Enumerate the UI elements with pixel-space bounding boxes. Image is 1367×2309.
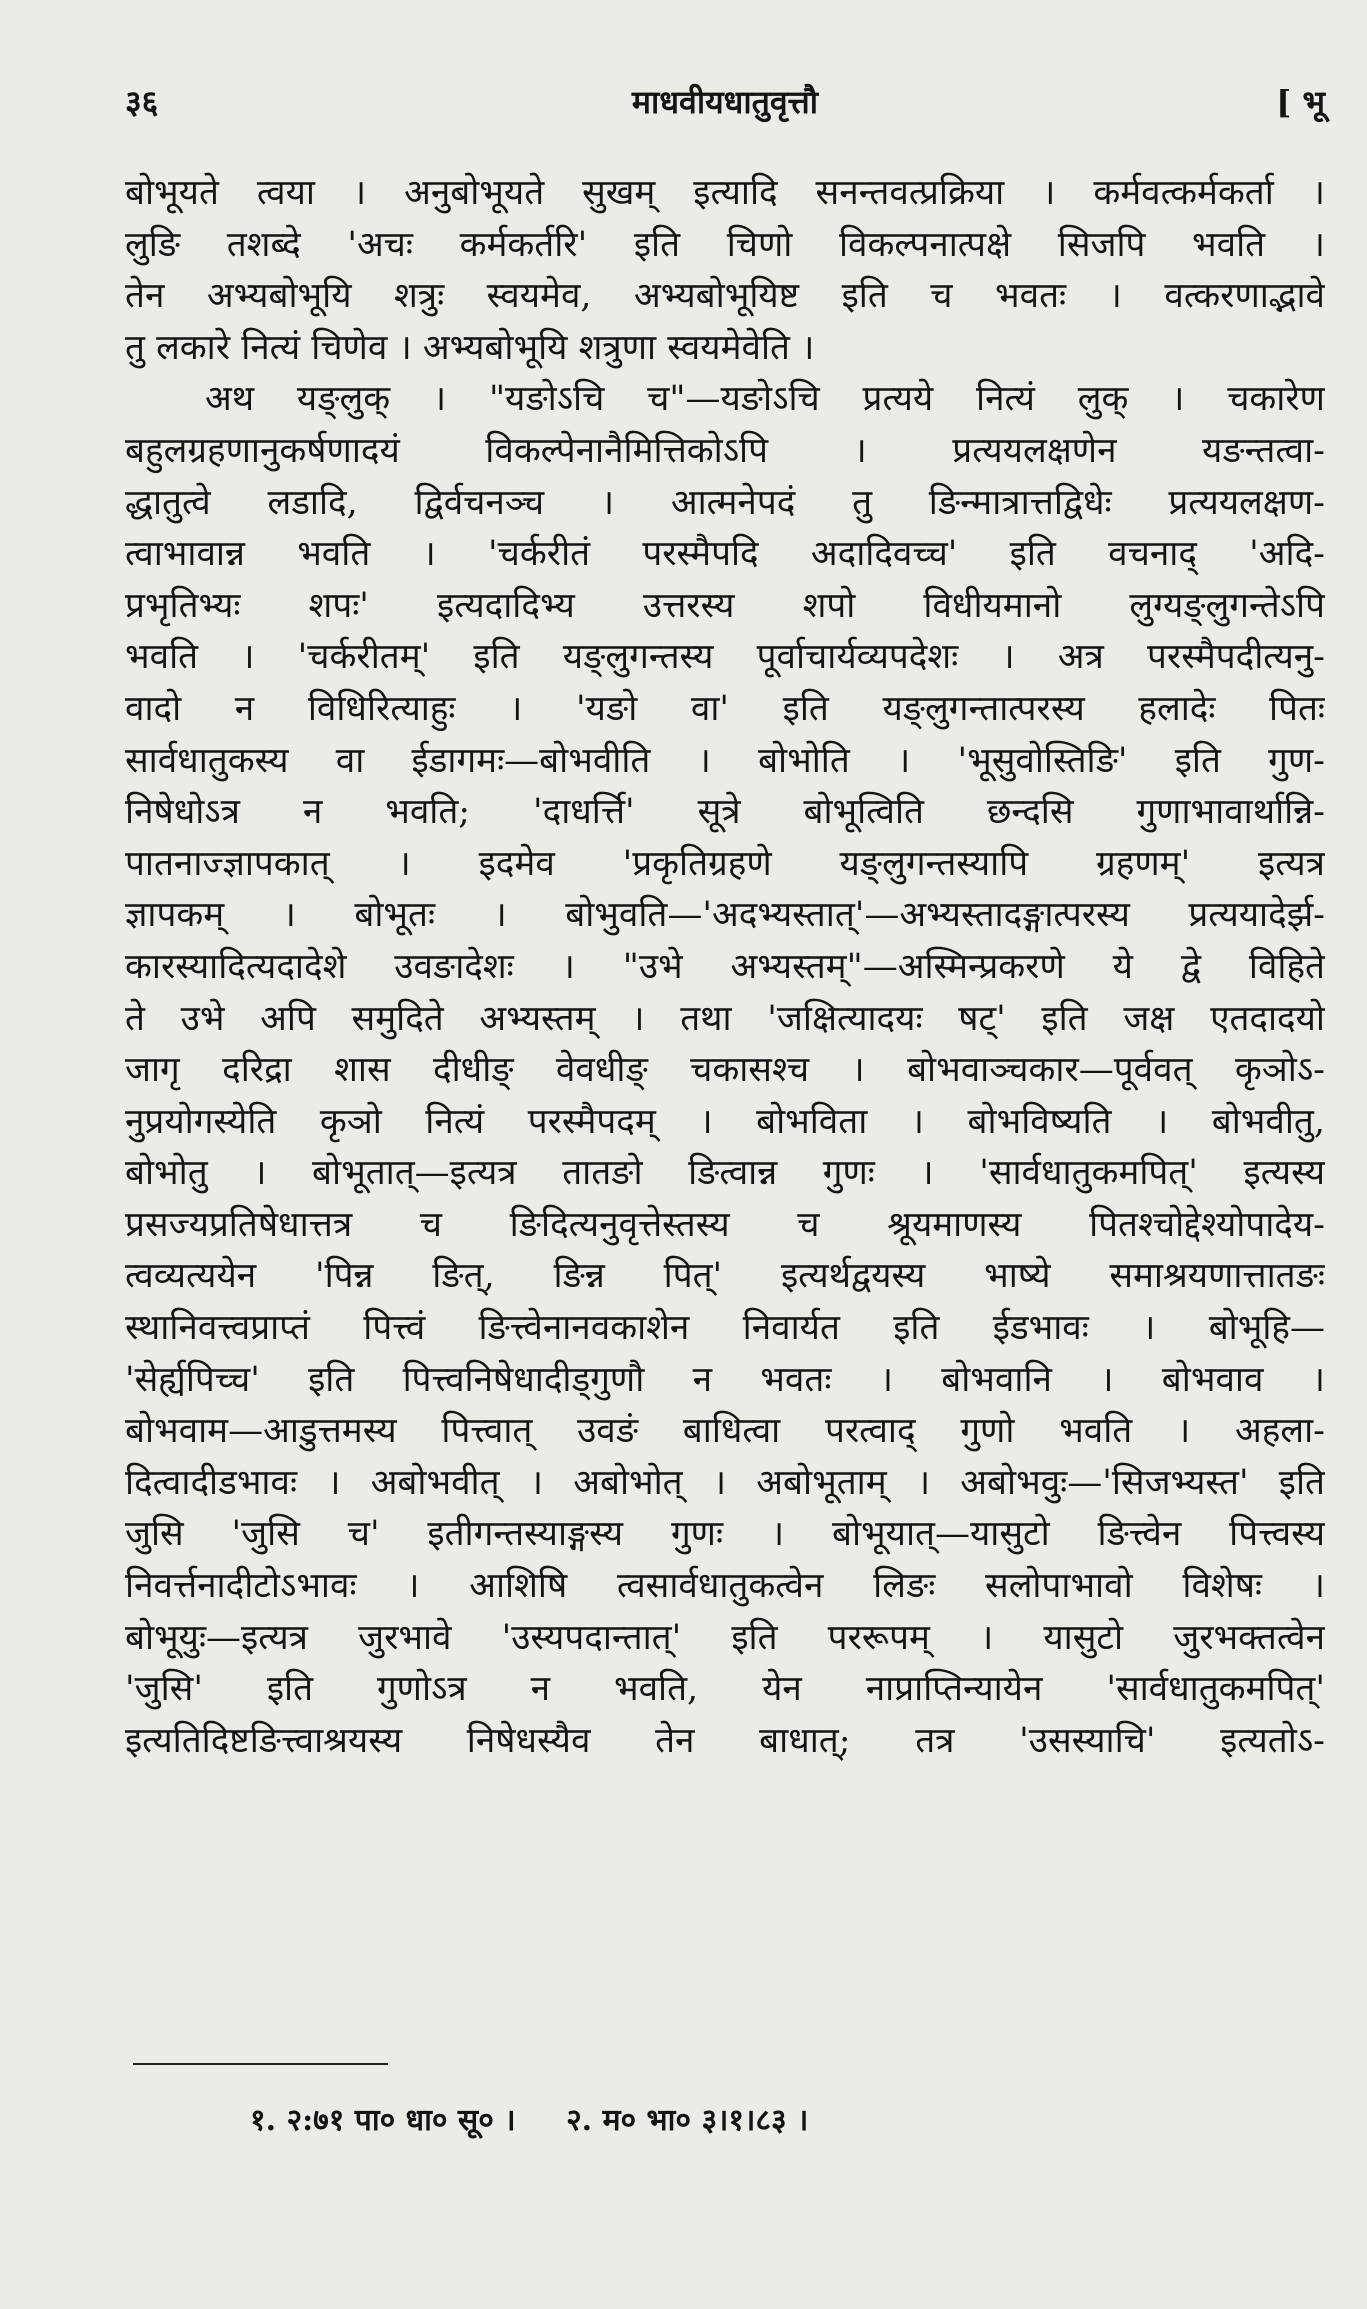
text-line: स्थानिवत्त्वप्राप्तं पित्त्वं ङित्त्वेनानवकाशेन निवार्यत इति ईडभावः । बोभूहि— (125, 1308, 1325, 1349)
footnote-1: १. २:७१ पा० धा० सू० । (250, 2103, 516, 2138)
text-line: ज्ञापकम् । बोभूतः । बोभुवति—'अदभ्यस्तात्'—अभ्यस्तादङ्गात्परस्य प्रत्ययादेर्झ- (125, 895, 1325, 936)
text-line: जागृ दरिद्रा शास दीधीङ् वेवधीङ् चकासश्च । बोभवाञ्चकार—पूर्ववत् कृञोऽ- (125, 1050, 1325, 1091)
text-line: 'सेर्ह्यपिच्च' इति पित्त्वनिषेधादीड्गुणौ न भवतः । बोभवानि । बोभवाव । (125, 1359, 1325, 1400)
running-title: माधवीयधातुवृत्तौ (631, 83, 819, 121)
page-number: ३६ (125, 83, 159, 121)
text-line: सार्वधातुकस्य वा ईडागमः—बोभवीति । बोभोति । 'भूसुवोस्तिङि' इति गुण- (125, 740, 1325, 781)
text-line: त्वाभावान्न भवति । 'चर्करीतं परस्मैपदि अदादिवच्च' इति वचनाद् 'अदि- (125, 534, 1325, 575)
text-line: दित्वादीडभावः । अबोभवीत् । अबोभोत् । अबोभूताम् । अबोभवुः—'सिजभ्यस्त' इति (125, 1462, 1325, 1503)
body-text (125, 168, 1325, 2038)
text-line: प्रसज्यप्रतिषेधात्तत्र च ङिदित्यनुवृत्तेस्तस्य च श्रूयमाणस्य पितश्चोद्देश्योपादेय- (125, 1204, 1325, 1245)
text-line: बहुलग्रहणानुकर्षणादयं विकल्पेनानैमित्तिकोऽपि । प्रत्ययलक्षणेन यङन्तत्वा- (125, 430, 1325, 471)
text-line: तु लकारे नित्यं चिणेव । अभ्यबोभूयि शत्रुणा स्वयमेवेति । (125, 327, 815, 368)
text-line: प्रभृतिभ्यः शपः' इत्यदादिभ्य उत्तरस्य शपो विधीयमानो लुग्यङ्लुगन्तेऽपि (125, 585, 1325, 626)
text-line: बोभूयते त्वया । अनुबोभूयते सुखम् इत्यादि सनन्तवत्प्रक्रिया । कर्मवत्कर्मकर्ता । (125, 173, 1325, 213)
text-line: लुङि तशब्दे 'अचः कर्मकर्तरि' इति चिणो विकल्पनात्पक्षे सिजपि भवति । (125, 224, 1325, 265)
text-line: नुप्रयोगस्येति कृञो नित्यं परस्मैपदम् । बोभविता । बोभविष्यति । बोभवीतु, (125, 1101, 1325, 1142)
text-line: वादो न विधिरित्याहुः । 'यङो वा' इति यङ्लुगन्तात्परस्य हलादेः पितः (125, 688, 1325, 729)
text-line: द्धातुत्वे लडादि, द्विर्वचनञ्च । आत्मनेपदं तु ङिन्मात्रात्तद्विधेः प्रत्ययलक्षण- (125, 482, 1325, 523)
text-line: बोभवाम—आडुत्तमस्य पित्त्वात् उवङं बाधित्वा परत्वाद् गुणो भवति । अहला- (125, 1411, 1325, 1452)
text-line: निवर्त्तनादीटोऽभावः । आशिषि त्वसार्वधातुकत्वेन लिङः सलोपाभावो विशेषः । (125, 1566, 1325, 1607)
section-mark: [ भू (1276, 83, 1325, 121)
text-line: बोभूयुः—इत्यत्र जुरभावे 'उस्यपदान्तात्' इति पररूपम् । यासुटो जुरभक्तत्वेन (125, 1617, 1325, 1658)
text-line: भवति । 'चर्करीतम्' इति यङ्लुगन्तस्य पूर्वाचार्यव्यपदेशः । अत्र परस्मैपदीत्यनु- (125, 637, 1325, 678)
text-line: जुसि 'जुसि च' इतीगन्तस्याङ्गस्य गुणः । बोभूयात्—यासुटो ङित्त्वेन पित्त्वस्य (125, 1514, 1325, 1555)
text-line: निषेधोऽत्र न भवति; 'दाधर्त्ति' सूत्रे बोभूत्विति छन्दसि गुणाभावार्थान्नि- (125, 792, 1325, 833)
text-line: बोभोतु । बोभूतात्—इत्यत्र तातङो ङित्वान्न गुणः । 'सार्वधातुकमपित्' इत्यस्य (125, 1153, 1325, 1194)
footnote-divider (133, 2063, 388, 2065)
footnote-2: २. म० भा० ३।१।८३ । (566, 2103, 809, 2138)
footnotes (250, 2098, 1250, 2139)
text-line: 'जुसि' इति गुणोऽत्र न भवति, येन नाप्राप्तिन्यायेन 'सार्वधातुकमपित्' (125, 1669, 1325, 1710)
page-header (125, 80, 1325, 140)
text-line: तेन अभ्यबोभूयि शत्रुः स्वयमेव, अभ्यबोभूयिष्ट इति च भवतः । वत्करणाद्भावे (125, 276, 1325, 317)
text-line: इत्यतिदिष्टङित्त्वाश्रयस्य निषेधस्यैव तेन बाधात्; तत्र 'उसस्याचि' इत्यतोऽ- (125, 1720, 1325, 1761)
text-line: ते उभे अपि समुदिते अभ्यस्तम् । तथा 'जक्षित्यादयः षट्' इति जक्ष एतदादयो (125, 998, 1325, 1039)
text-line: त्वव्यत्ययेन 'पिन्न ङित्, ङिन्न पित्' इत्यर्थद्वयस्य भाष्ये समाश्रयणात्तातङः (125, 1256, 1325, 1297)
text-line: कारस्यादित्यदादेशे उवङादेशः । "उभे अभ्यस्तम्"—अस्मिन्प्रकरणे ये द्वे विहिते (125, 946, 1325, 987)
text-line: पातनाज्ज्ञापकात् । इदमेव 'प्रकृतिग्रहणे यङ्लुगन्तस्यापि ग्रहणम्' इत्यत्र (125, 843, 1325, 884)
text-line: अथ यङ्लुक् । "यङोऽचि च"—यङोऽचि प्रत्यये नित्यं लुक् । चकारेण (205, 379, 1325, 420)
